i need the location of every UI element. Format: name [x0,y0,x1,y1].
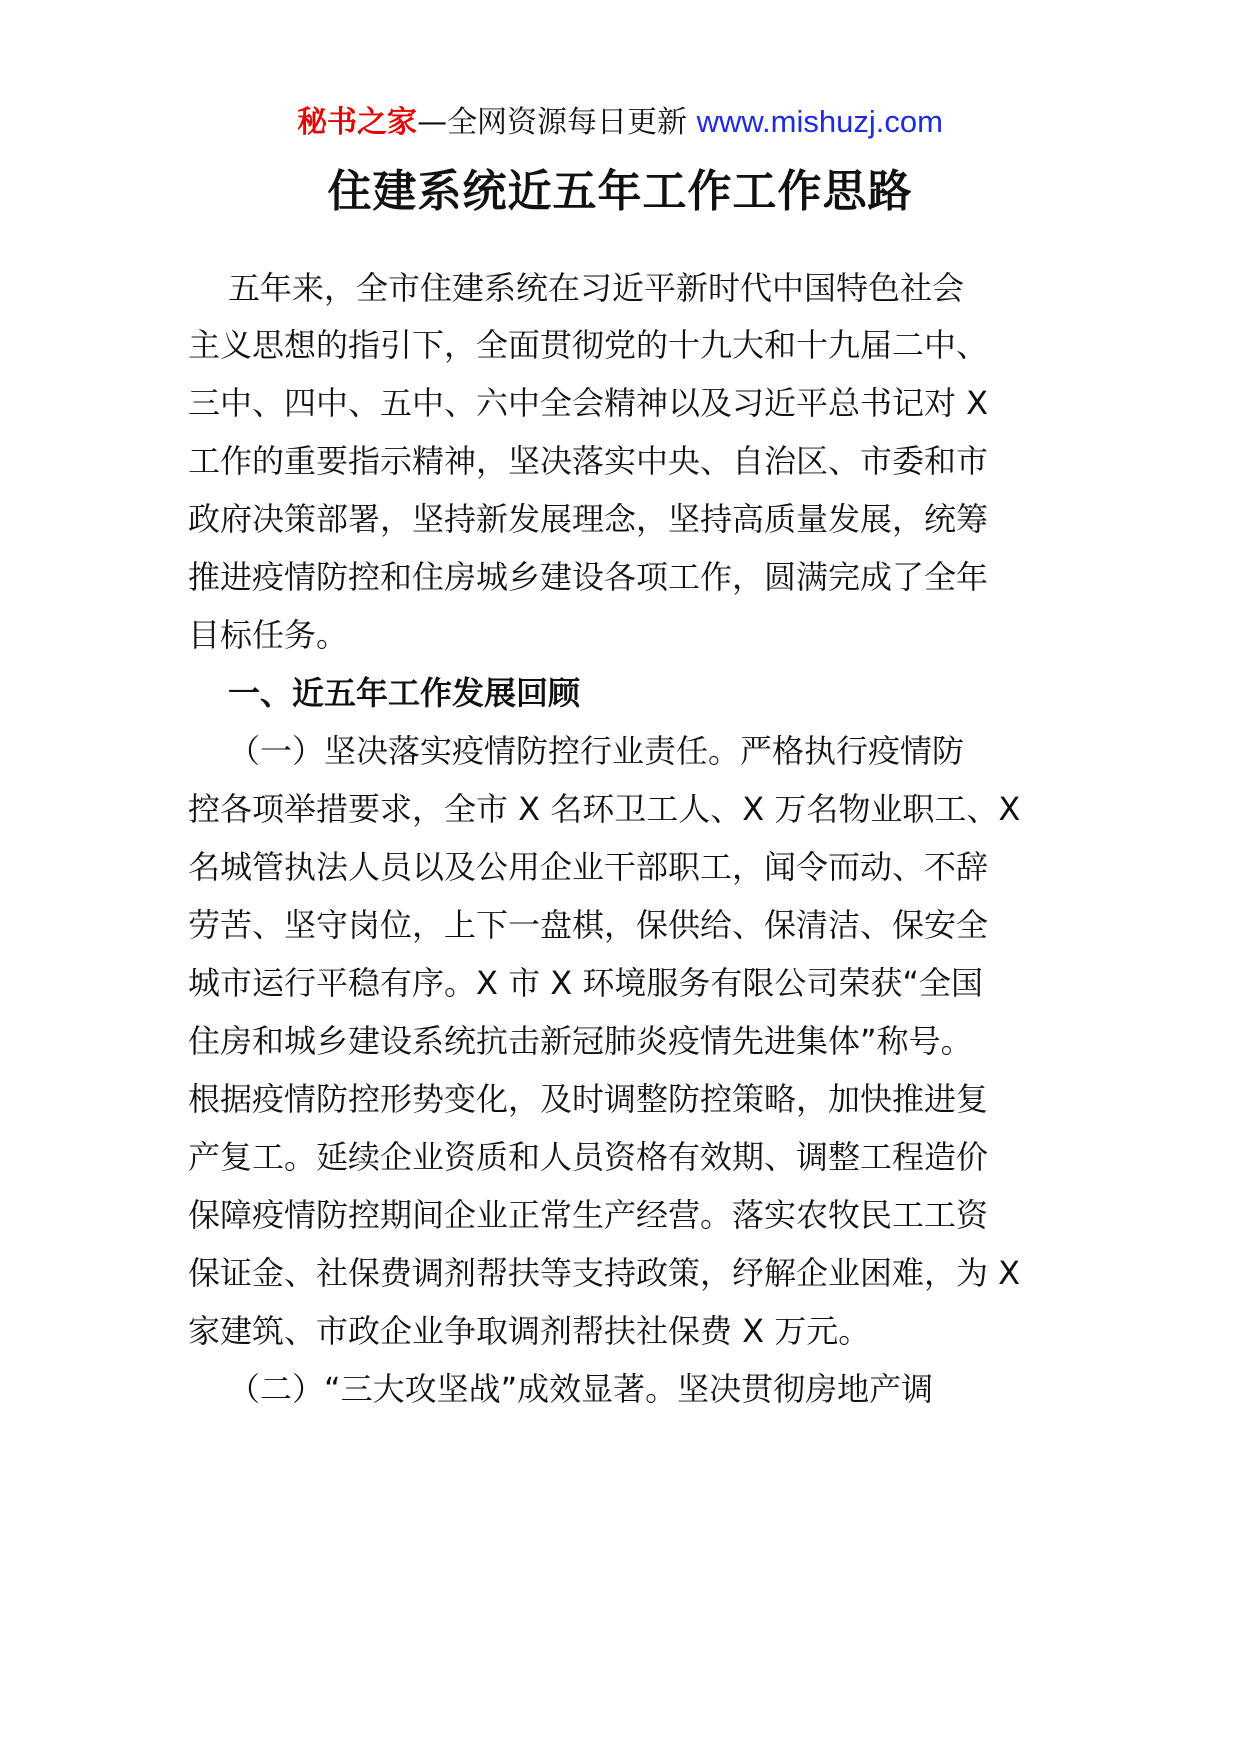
body-line: 根据疫情防控形势变化，及时调整防控策略，加快推进复 [188,1080,989,1118]
body-line: （一）坚决落实疫情防控行业责任。严格执行疫情防 [228,732,965,770]
body-line: 住房和城乡建设系统抗击新冠肺炎疫情先进集体”称号。 [188,1022,973,1060]
body-line: 名城管执法人员以及公用企业干部职工，闻令而动、不辞 [188,848,989,886]
body-line: 三中、四中、五中、六中全会精神以及习近平总书记对 X [188,384,989,422]
body-line: 目标任务。 [188,616,349,654]
site-header [0,100,1240,145]
body-line: 工作的重要指示精神，坚决落实中央、自治区、市委和市 [188,442,989,480]
body-line: 城市运行平稳有序。X 市 X 环境服务有限公司荣获“全国 [188,964,983,1002]
body-line: 保证金、社保费调剂帮扶等支持政策，纾解企业困难，为 X [188,1254,1021,1292]
body-line: 控各项举措要求，全市 X 名环卫工人、X 万名物业职工、X [188,790,1021,828]
body-line: 劳苦、坚守岗位，上下一盘棋，保供给、保清洁、保安全 [188,906,989,944]
body-line: 推进疫情防控和住房城乡建设各项工作，圆满完成了全年 [188,558,989,596]
body-line: 保障疫情防控期间企业正常生产经营。落实农牧民工工资 [188,1196,989,1234]
body-line: 主义思想的指引下，全面贯彻党的十九大和十九届二中、 [188,326,989,364]
body-line: 政府决策部署，坚持新发展理念，坚持高质量发展，统筹 [188,500,989,538]
header-tagline: —全网资源每日更新 [417,105,688,140]
body-line: 产复工。延续企业资质和人员资格有效期、调整工程造价 [188,1138,989,1176]
body-line: 家建筑、市政企业争取调剂帮扶社保费 X 万元。 [188,1312,871,1350]
body-line: 五年来，全市住建系统在习近平新时代中国特色社会 [228,269,965,307]
brand-name: 秘书之家 [297,105,418,140]
document-title: 住建系统近五年工作工作思路 [327,166,913,217]
body-line: （二）“三大攻坚战”成效显著。坚决贯彻房地产调 [228,1370,934,1408]
site-url-link[interactable]: www.mishuzj.com [696,104,943,139]
section-heading: 一、近五年工作发展回顾 [228,674,581,712]
